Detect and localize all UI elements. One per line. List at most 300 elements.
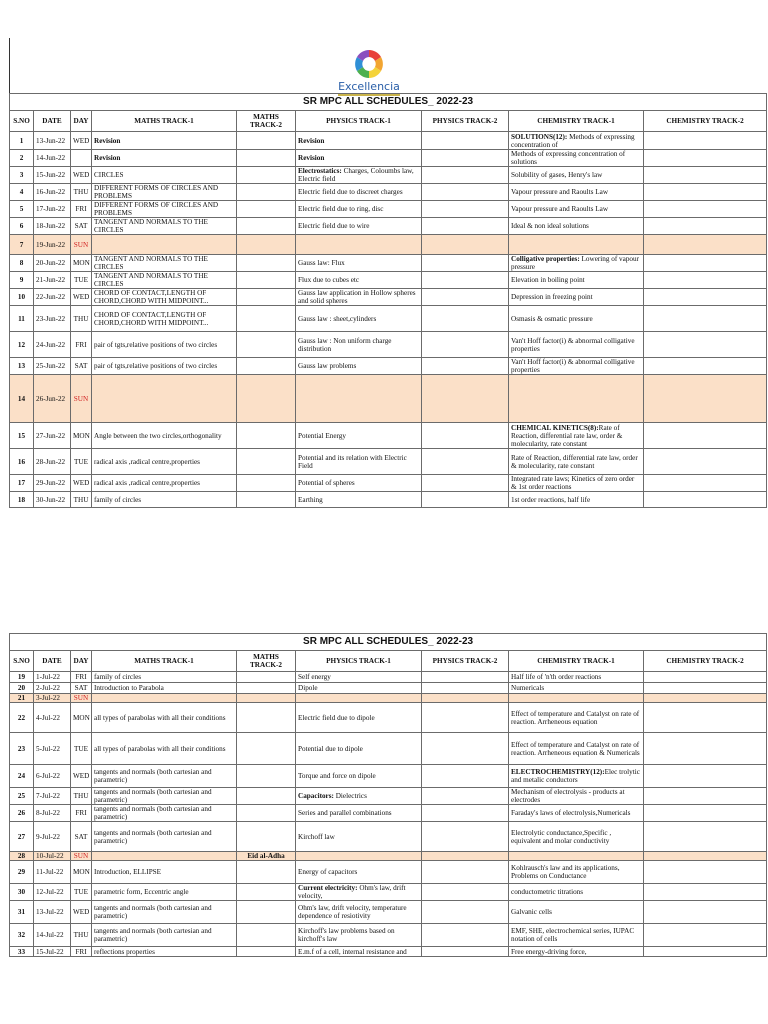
physics-track-2-cell bbox=[422, 255, 509, 272]
holiday-row bbox=[10, 375, 767, 423]
column-header-day: DAY bbox=[71, 111, 92, 132]
maths-track-1-cell: Introduction to Parabola bbox=[92, 683, 237, 694]
physics-track-1-cell: E.m.f of a cell, internal resistance and bbox=[296, 947, 422, 957]
sno-cell: 22 bbox=[10, 703, 34, 733]
sno-cell: 17 bbox=[10, 475, 34, 492]
sno-cell: 1 bbox=[10, 132, 34, 150]
table-row bbox=[10, 924, 767, 947]
physics-track-2-cell bbox=[422, 423, 509, 449]
chemistry-track-1-cell: Depression in freezing point bbox=[509, 289, 644, 306]
maths-track-2-cell bbox=[237, 184, 296, 201]
sno-cell: 2 bbox=[10, 150, 34, 167]
holiday-row bbox=[10, 235, 767, 255]
day-cell: TUE bbox=[71, 449, 92, 475]
date-cell: 20-Jun-22 bbox=[34, 255, 71, 272]
chemistry-track-2-cell bbox=[644, 492, 767, 508]
sno-cell: 28 bbox=[10, 852, 34, 861]
sheet-left-border bbox=[9, 38, 10, 94]
maths-track-1-cell: CHORD OF CONTACT,LENGTH OF CHORD,CHORD WITH MIDPOINT... bbox=[92, 306, 237, 332]
holiday-row bbox=[10, 694, 767, 703]
day-cell: TUE bbox=[71, 733, 92, 765]
table-header-row bbox=[10, 111, 767, 132]
sno-cell: 26 bbox=[10, 805, 34, 822]
column-header-maths-track-2: MATHS TRACK-2 bbox=[237, 651, 296, 672]
chemistry-track-2-cell bbox=[644, 852, 767, 861]
physics-track-1-cell: Kirchoff's law problems based on kirchoff's law bbox=[296, 924, 422, 947]
chemistry-track-2-cell bbox=[644, 672, 767, 683]
chemistry-track-2-cell bbox=[644, 733, 767, 765]
maths-track-1-cell bbox=[92, 235, 237, 255]
chemistry-track-2-cell bbox=[644, 150, 767, 167]
chemistry-track-1-cell: EMF, SHE, electrochemical series, IUPAC notation of cells bbox=[509, 924, 644, 947]
holiday-row bbox=[10, 852, 767, 861]
maths-track-1-cell: DIFFERENT FORMS OF CIRCLES AND PROBLEMS bbox=[92, 184, 237, 201]
chemistry-track-2-cell bbox=[644, 901, 767, 924]
chemistry-track-1-cell: Vapour pressure and Raoults Law bbox=[509, 184, 644, 201]
chemistry-track-2-cell bbox=[644, 694, 767, 703]
day-cell: FRI bbox=[71, 947, 92, 957]
table-row bbox=[10, 150, 767, 167]
date-cell: 15-Jul-22 bbox=[34, 947, 71, 957]
day-cell: MON bbox=[71, 423, 92, 449]
sno-cell: 5 bbox=[10, 201, 34, 218]
day-cell: THU bbox=[71, 492, 92, 508]
table-row bbox=[10, 805, 767, 822]
day-cell: TUE bbox=[71, 272, 92, 289]
maths-track-1-cell: tangents and normals (both cartesian and parametric) bbox=[92, 822, 237, 852]
chemistry-track-1-cell: Solubility of gases, Henry's law bbox=[509, 167, 644, 184]
day-cell: MON bbox=[71, 861, 92, 884]
column-header-date: DATE bbox=[34, 111, 71, 132]
maths-track-1-cell: parametric form, Eccentric angle bbox=[92, 884, 237, 901]
day-cell: SUN bbox=[71, 235, 92, 255]
date-cell: 14-Jul-22 bbox=[34, 924, 71, 947]
chemistry-track-2-cell bbox=[644, 201, 767, 218]
column-header-physics-track-1: PHYSICS TRACK-1 bbox=[296, 111, 422, 132]
date-cell: 26-Jun-22 bbox=[34, 375, 71, 423]
table-row bbox=[10, 884, 767, 901]
column-header-date: DATE bbox=[34, 651, 71, 672]
maths-track-2-cell bbox=[237, 255, 296, 272]
physics-track-2-cell bbox=[422, 683, 509, 694]
physics-track-1-cell: Energy of capacitors bbox=[296, 861, 422, 884]
day-cell: SUN bbox=[71, 694, 92, 703]
maths-track-1-cell: TANGENT AND NORMALS TO THE CIRCLES bbox=[92, 272, 237, 289]
date-cell: 30-Jun-22 bbox=[34, 492, 71, 508]
physics-track-1-cell: Revision bbox=[296, 150, 422, 167]
date-cell: 24-Jun-22 bbox=[34, 332, 71, 358]
maths-track-2-cell bbox=[237, 306, 296, 332]
maths-track-2-cell bbox=[237, 683, 296, 694]
chemistry-track-2-cell bbox=[644, 272, 767, 289]
maths-track-2-cell bbox=[237, 703, 296, 733]
maths-track-2-cell bbox=[237, 672, 296, 683]
physics-track-1-cell: Electric field due to wire bbox=[296, 218, 422, 235]
logo-swirl-icon bbox=[352, 48, 386, 80]
table-row bbox=[10, 672, 767, 683]
chemistry-track-1-cell: CHEMICAL KINETICS(8):Rate of Reaction, differential rate law, order & molecularity, rate constant bbox=[509, 423, 644, 449]
maths-track-2-cell bbox=[237, 235, 296, 255]
chemistry-track-2-cell bbox=[644, 167, 767, 184]
physics-track-1-cell: Gauss law : Non uniform charge distribution bbox=[296, 332, 422, 358]
chemistry-track-2-cell bbox=[644, 805, 767, 822]
physics-track-1-cell: Capacitors: Dielectrics bbox=[296, 788, 422, 805]
maths-track-2-cell bbox=[237, 423, 296, 449]
day-cell: WED bbox=[71, 765, 92, 788]
sno-cell: 25 bbox=[10, 788, 34, 805]
sno-cell: 3 bbox=[10, 167, 34, 184]
sno-cell: 7 bbox=[10, 235, 34, 255]
chemistry-track-2-cell bbox=[644, 947, 767, 957]
table-row bbox=[10, 449, 767, 475]
maths-track-1-cell: Angle between the two circles,orthogonality bbox=[92, 423, 237, 449]
chemistry-track-1-cell bbox=[509, 235, 644, 255]
sno-cell: 4 bbox=[10, 184, 34, 201]
table-row bbox=[10, 289, 767, 306]
chemistry-track-1-cell: Effect of temperature and Catalyst on rate of reaction. Arrheneous equation bbox=[509, 703, 644, 733]
excellencia-logo bbox=[333, 48, 405, 94]
table-title-row bbox=[10, 634, 767, 651]
maths-track-1-cell: tangents and normals (both cartesian and parametric) bbox=[92, 788, 237, 805]
table-row bbox=[10, 358, 767, 375]
physics-track-2-cell bbox=[422, 672, 509, 683]
chemistry-track-1-cell: Colligative properties: Lowering of vapour pressure bbox=[509, 255, 644, 272]
chemistry-track-2-cell bbox=[644, 788, 767, 805]
chemistry-track-2-cell bbox=[644, 423, 767, 449]
physics-track-2-cell bbox=[422, 150, 509, 167]
maths-track-1-cell: all types of parabolas with all their conditions bbox=[92, 733, 237, 765]
table-row bbox=[10, 306, 767, 332]
maths-track-1-cell: family of circles bbox=[92, 492, 237, 508]
maths-track-2-cell bbox=[237, 289, 296, 306]
sno-cell: 20 bbox=[10, 683, 34, 694]
day-cell: FRI bbox=[71, 805, 92, 822]
physics-track-1-cell bbox=[296, 235, 422, 255]
chemistry-track-2-cell bbox=[644, 306, 767, 332]
day-cell: WED bbox=[71, 475, 92, 492]
maths-track-2-cell bbox=[237, 901, 296, 924]
date-cell: 19-Jun-22 bbox=[34, 235, 71, 255]
chemistry-track-1-cell: 1st order reactions, half life bbox=[509, 492, 644, 508]
physics-track-1-cell: Torque and force on dipole bbox=[296, 765, 422, 788]
chemistry-track-1-cell: conductometric titrations bbox=[509, 884, 644, 901]
sno-cell: 21 bbox=[10, 694, 34, 703]
table-row bbox=[10, 492, 767, 508]
date-cell: 3-Jul-22 bbox=[34, 694, 71, 703]
chemistry-track-2-cell bbox=[644, 765, 767, 788]
physics-track-1-cell: Flux due to cubes etc bbox=[296, 272, 422, 289]
chemistry-track-1-cell: Faraday's laws of electrolysis,Numericals bbox=[509, 805, 644, 822]
day-cell: WED bbox=[71, 289, 92, 306]
physics-track-2-cell bbox=[422, 184, 509, 201]
date-cell: 14-Jun-22 bbox=[34, 150, 71, 167]
day-cell: SAT bbox=[71, 358, 92, 375]
chemistry-track-2-cell bbox=[644, 235, 767, 255]
maths-track-2-cell bbox=[237, 449, 296, 475]
table-row bbox=[10, 255, 767, 272]
maths-track-1-cell: tangents and normals (both cartesian and parametric) bbox=[92, 924, 237, 947]
day-cell: FRI bbox=[71, 201, 92, 218]
date-cell: 7-Jul-22 bbox=[34, 788, 71, 805]
chemistry-track-1-cell: Rate of Reaction, differential rate law, order & molecularity, rate constant bbox=[509, 449, 644, 475]
table-row bbox=[10, 201, 767, 218]
physics-track-1-cell bbox=[296, 694, 422, 703]
date-cell: 4-Jul-22 bbox=[34, 703, 71, 733]
physics-track-2-cell bbox=[422, 218, 509, 235]
chemistry-track-1-cell: Galvanic cells bbox=[509, 901, 644, 924]
maths-track-2-cell bbox=[237, 150, 296, 167]
physics-track-1-cell: Dipole bbox=[296, 683, 422, 694]
maths-track-2-cell bbox=[237, 733, 296, 765]
day-cell: SUN bbox=[71, 852, 92, 861]
table-row bbox=[10, 822, 767, 852]
maths-track-2-cell bbox=[237, 924, 296, 947]
table-row bbox=[10, 167, 767, 184]
maths-track-2-cell bbox=[237, 822, 296, 852]
maths-track-1-cell: TANGENT AND NORMALS TO THE CIRCLES bbox=[92, 218, 237, 235]
physics-track-2-cell bbox=[422, 765, 509, 788]
maths-track-1-cell: tangents and normals (both cartesian and parametric) bbox=[92, 765, 237, 788]
date-cell: 28-Jun-22 bbox=[34, 449, 71, 475]
physics-track-1-cell: Series and parallel combinations bbox=[296, 805, 422, 822]
sno-cell: 30 bbox=[10, 884, 34, 901]
date-cell: 25-Jun-22 bbox=[34, 358, 71, 375]
table-header-row bbox=[10, 651, 767, 672]
sno-cell: 33 bbox=[10, 947, 34, 957]
sno-cell: 11 bbox=[10, 306, 34, 332]
physics-track-1-cell: Earthing bbox=[296, 492, 422, 508]
maths-track-1-cell: tangents and normals (both cartesian and parametric) bbox=[92, 805, 237, 822]
table-row bbox=[10, 272, 767, 289]
chemistry-track-2-cell bbox=[644, 218, 767, 235]
sno-cell: 10 bbox=[10, 289, 34, 306]
physics-track-2-cell bbox=[422, 861, 509, 884]
maths-track-2-cell bbox=[237, 167, 296, 184]
sno-cell: 9 bbox=[10, 272, 34, 289]
chemistry-track-2-cell bbox=[644, 703, 767, 733]
chemistry-track-2-cell bbox=[644, 358, 767, 375]
column-header-physics-track-1: PHYSICS TRACK-1 bbox=[296, 651, 422, 672]
chemistry-track-2-cell bbox=[644, 132, 767, 150]
physics-track-1-cell: Electric field due to ring, disc bbox=[296, 201, 422, 218]
maths-track-2-cell bbox=[237, 805, 296, 822]
chemistry-track-2-cell bbox=[644, 683, 767, 694]
chemistry-track-1-cell: ELECTROCHEMISTRY(12):Elec trolytic and metalic conductors bbox=[509, 765, 644, 788]
physics-track-1-cell: Potential due to dipole bbox=[296, 733, 422, 765]
date-cell: 2-Jul-22 bbox=[34, 683, 71, 694]
maths-track-1-cell bbox=[92, 694, 237, 703]
date-cell: 21-Jun-22 bbox=[34, 272, 71, 289]
maths-track-2-cell: Eid al-Adha bbox=[237, 852, 296, 861]
physics-track-1-cell: Revision bbox=[296, 132, 422, 150]
maths-track-1-cell: radical axis ,radical centre,properties bbox=[92, 449, 237, 475]
physics-track-1-cell: Self energy bbox=[296, 672, 422, 683]
maths-track-2-cell bbox=[237, 861, 296, 884]
maths-track-1-cell: TANGENT AND NORMALS TO THE CIRCLES bbox=[92, 255, 237, 272]
physics-track-2-cell bbox=[422, 289, 509, 306]
table-row bbox=[10, 332, 767, 358]
chemistry-track-1-cell: Integrated rate laws; Kinetics of zero order & 1st order reactions bbox=[509, 475, 644, 492]
sno-cell: 8 bbox=[10, 255, 34, 272]
physics-track-2-cell bbox=[422, 805, 509, 822]
physics-track-1-cell bbox=[296, 375, 422, 423]
physics-track-1-cell: Potential of spheres bbox=[296, 475, 422, 492]
chemistry-track-1-cell: Half life of 'n'th order reactions bbox=[509, 672, 644, 683]
maths-track-1-cell: Introduction, ELLIPSE bbox=[92, 861, 237, 884]
maths-track-1-cell: reflections properties bbox=[92, 947, 237, 957]
column-header-maths-track-1: MATHS TRACK-1 bbox=[92, 111, 237, 132]
maths-track-2-cell bbox=[237, 132, 296, 150]
table-title: SR MPC ALL SCHEDULES_ 2022-23 bbox=[10, 94, 767, 111]
date-cell: 12-Jul-22 bbox=[34, 884, 71, 901]
sno-cell: 13 bbox=[10, 358, 34, 375]
chemistry-track-1-cell: Electrolytic conductance,Specific , equivalent and molar conductivity bbox=[509, 822, 644, 852]
physics-track-1-cell: Gauss law: Flux bbox=[296, 255, 422, 272]
maths-track-1-cell: all types of parabolas with all their conditions bbox=[92, 703, 237, 733]
maths-track-1-cell: Revision bbox=[92, 150, 237, 167]
chemistry-track-1-cell: Van't Hoff factor(i) & abnormal colligative properties bbox=[509, 332, 644, 358]
chemistry-track-1-cell: Elevation in boiling point bbox=[509, 272, 644, 289]
sno-cell: 27 bbox=[10, 822, 34, 852]
maths-track-1-cell: CHORD OF CONTACT,LENGTH OF CHORD,CHORD WITH MIDPOINT... bbox=[92, 289, 237, 306]
physics-track-2-cell bbox=[422, 358, 509, 375]
physics-track-2-cell bbox=[422, 201, 509, 218]
maths-track-1-cell bbox=[92, 852, 237, 861]
maths-track-1-cell: radical axis ,radical centre,properties bbox=[92, 475, 237, 492]
chemistry-track-2-cell bbox=[644, 375, 767, 423]
chemistry-track-1-cell: Mechanism of electrolysis - products at electrodes bbox=[509, 788, 644, 805]
chemistry-track-2-cell bbox=[644, 475, 767, 492]
chemistry-track-1-cell: Ideal & non ideal solutions bbox=[509, 218, 644, 235]
physics-track-2-cell bbox=[422, 132, 509, 150]
day-cell: THU bbox=[71, 788, 92, 805]
date-cell: 13-Jun-22 bbox=[34, 132, 71, 150]
column-header-maths-track-2: MATHS TRACK-2 bbox=[237, 111, 296, 132]
table-row bbox=[10, 423, 767, 449]
column-header-chemistry-track-2: CHEMISTRY TRACK-2 bbox=[644, 651, 767, 672]
day-cell: SAT bbox=[71, 822, 92, 852]
chemistry-track-1-cell: Numericals bbox=[509, 683, 644, 694]
table-row bbox=[10, 132, 767, 150]
chemistry-track-1-cell: Vapour pressure and Raoults Law bbox=[509, 201, 644, 218]
maths-track-1-cell: family of circles bbox=[92, 672, 237, 683]
maths-track-2-cell bbox=[237, 884, 296, 901]
day-cell: SAT bbox=[71, 683, 92, 694]
physics-track-2-cell bbox=[422, 947, 509, 957]
physics-track-2-cell bbox=[422, 852, 509, 861]
date-cell: 9-Jul-22 bbox=[34, 822, 71, 852]
column-header-maths-track-1: MATHS TRACK-1 bbox=[92, 651, 237, 672]
maths-track-2-cell bbox=[237, 332, 296, 358]
chemistry-track-2-cell bbox=[644, 861, 767, 884]
column-header-chemistry-track-1: CHEMISTRY TRACK-1 bbox=[509, 651, 644, 672]
day-cell bbox=[71, 150, 92, 167]
chemistry-track-2-cell bbox=[644, 255, 767, 272]
table-title-row bbox=[10, 94, 767, 111]
chemistry-track-1-cell bbox=[509, 375, 644, 423]
date-cell: 1-Jul-22 bbox=[34, 672, 71, 683]
sno-cell: 29 bbox=[10, 861, 34, 884]
sno-cell: 31 bbox=[10, 901, 34, 924]
physics-track-2-cell bbox=[422, 733, 509, 765]
maths-track-1-cell: tangents and normals (both cartesian and parametric) bbox=[92, 901, 237, 924]
physics-track-2-cell bbox=[422, 884, 509, 901]
date-cell: 6-Jul-22 bbox=[34, 765, 71, 788]
column-header-day: DAY bbox=[71, 651, 92, 672]
physics-track-2-cell bbox=[422, 901, 509, 924]
physics-track-1-cell: Gauss law problems bbox=[296, 358, 422, 375]
date-cell: 15-Jun-22 bbox=[34, 167, 71, 184]
physics-track-2-cell bbox=[422, 492, 509, 508]
physics-track-1-cell: Electric field due to dipole bbox=[296, 703, 422, 733]
chemistry-track-1-cell: Osmasis & osmatic pressure bbox=[509, 306, 644, 332]
date-cell: 5-Jul-22 bbox=[34, 733, 71, 765]
day-cell: TUE bbox=[71, 884, 92, 901]
physics-track-1-cell: Potential and its relation with Electric Field bbox=[296, 449, 422, 475]
day-cell: FRI bbox=[71, 332, 92, 358]
physics-track-1-cell: Current electricity: Ohm's law, drift velocity, bbox=[296, 884, 422, 901]
physics-track-2-cell bbox=[422, 235, 509, 255]
table-row bbox=[10, 861, 767, 884]
physics-track-1-cell: Ohm's law, drift velocity, temperature dependence of resiotivity bbox=[296, 901, 422, 924]
sno-cell: 14 bbox=[10, 375, 34, 423]
chemistry-track-2-cell bbox=[644, 289, 767, 306]
day-cell: WED bbox=[71, 901, 92, 924]
chemistry-track-1-cell bbox=[509, 694, 644, 703]
sno-cell: 32 bbox=[10, 924, 34, 947]
maths-track-2-cell bbox=[237, 272, 296, 289]
physics-track-1-cell: Potential Energy bbox=[296, 423, 422, 449]
maths-track-1-cell: pair of tgts,relative positions of two circles bbox=[92, 332, 237, 358]
chemistry-track-1-cell: Effect of temperature and Catalyst on rate of reaction. Arrheneous equation & Numericals bbox=[509, 733, 644, 765]
table-row bbox=[10, 683, 767, 694]
physics-track-1-cell: Kirchoff law bbox=[296, 822, 422, 852]
maths-track-2-cell bbox=[237, 492, 296, 508]
maths-track-2-cell bbox=[237, 375, 296, 423]
logo-text: Excellencia bbox=[338, 80, 400, 93]
maths-track-1-cell: DIFFERENT FORMS OF CIRCLES AND PROBLEMS bbox=[92, 201, 237, 218]
chemistry-track-2-cell bbox=[644, 184, 767, 201]
table-row bbox=[10, 475, 767, 492]
table-row bbox=[10, 703, 767, 733]
day-cell: MON bbox=[71, 255, 92, 272]
physics-track-2-cell bbox=[422, 694, 509, 703]
date-cell: 18-Jun-22 bbox=[34, 218, 71, 235]
sno-cell: 24 bbox=[10, 765, 34, 788]
column-header-sno: S.NO bbox=[10, 651, 34, 672]
date-cell: 16-Jun-22 bbox=[34, 184, 71, 201]
day-cell: MON bbox=[71, 703, 92, 733]
table-row bbox=[10, 765, 767, 788]
physics-track-2-cell bbox=[422, 924, 509, 947]
table-row bbox=[10, 733, 767, 765]
schedule-table-2 bbox=[9, 633, 767, 957]
maths-track-1-cell bbox=[92, 375, 237, 423]
maths-track-1-cell: Revision bbox=[92, 132, 237, 150]
date-cell: 13-Jul-22 bbox=[34, 901, 71, 924]
chemistry-track-1-cell: Free energy-driving force, bbox=[509, 947, 644, 957]
physics-track-2-cell bbox=[422, 822, 509, 852]
column-header-physics-track-2: PHYSICS TRACK-2 bbox=[422, 111, 509, 132]
day-cell: THU bbox=[71, 306, 92, 332]
table-row bbox=[10, 184, 767, 201]
date-cell: 10-Jul-22 bbox=[34, 852, 71, 861]
table-row bbox=[10, 901, 767, 924]
maths-track-2-cell bbox=[237, 947, 296, 957]
sno-cell: 6 bbox=[10, 218, 34, 235]
physics-track-2-cell bbox=[422, 475, 509, 492]
maths-track-1-cell: pair of tgts,relative positions of two circles bbox=[92, 358, 237, 375]
